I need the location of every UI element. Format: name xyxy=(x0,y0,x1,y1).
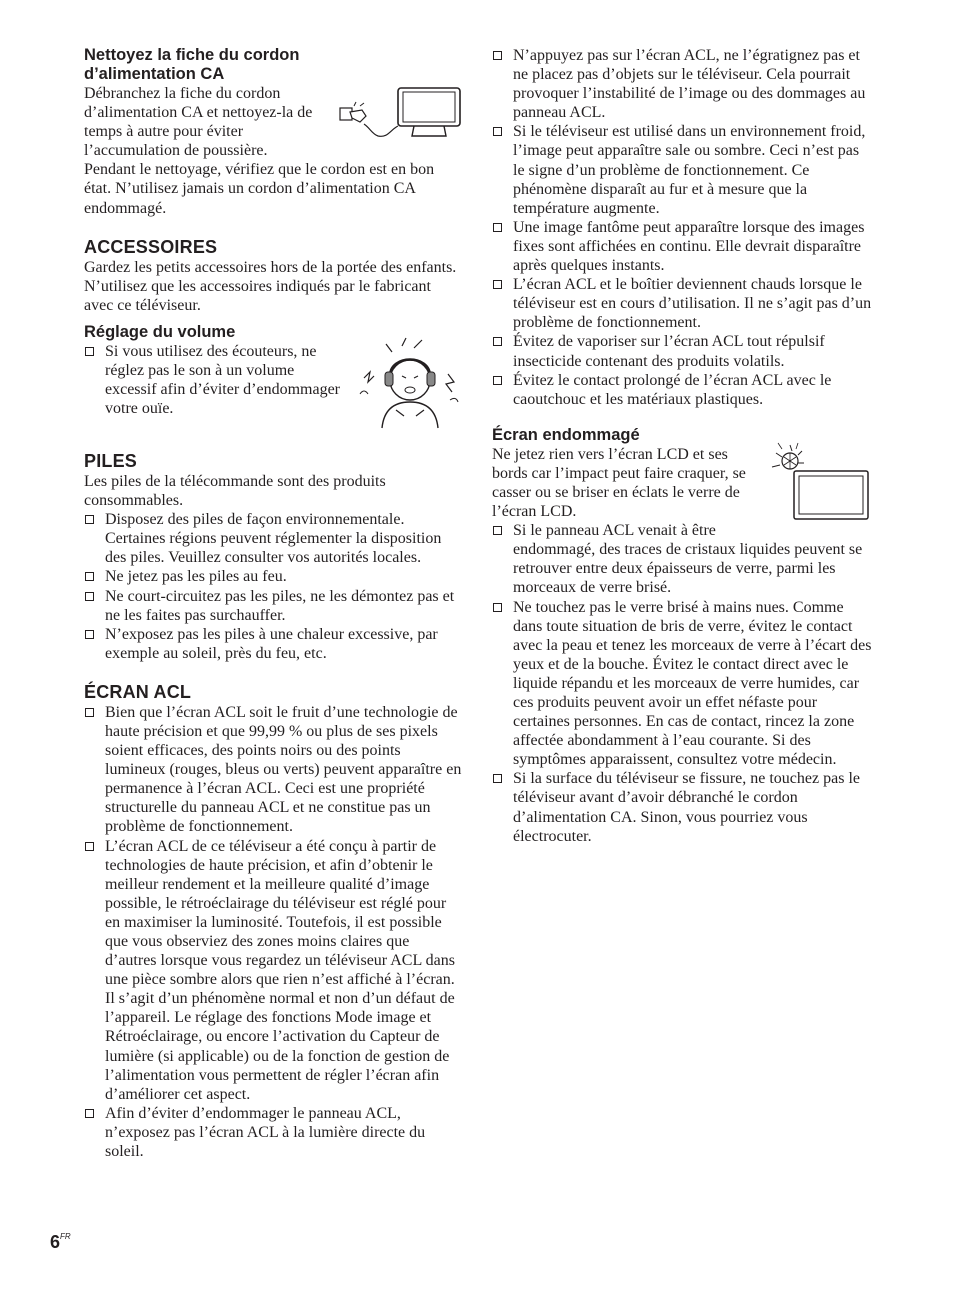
power-cord-heading: Nettoyez la fiche du cordon d’alimentation CA xyxy=(84,46,300,83)
list-item: Disposez des piles de façon environnementale. Certaines régions peuvent réglementer la disposition des piles. Veuillez consulter vos autorités locales. xyxy=(84,510,464,567)
checkbox-icon xyxy=(493,280,502,289)
power-cord-text: Débranchez la fiche du cordon d’alimentation CA et nettoyez-la de temps à autre pour éviter l’accumulation de poussière. xyxy=(84,85,313,160)
list-item: N’exposez pas les piles à une chaleur excessive, par exemple au soleil, près du feu, etc. xyxy=(84,625,464,663)
list-item: Évitez le contact prolongé de l’écran ACL avec le caoutchouc et les matériaux plastiques. xyxy=(492,371,872,409)
checkbox-icon xyxy=(493,337,502,346)
checkbox-icon xyxy=(493,603,502,612)
list-item: L’écran ACL de ce téléviseur a été conçu à partir de technologies de haute précision, et afin d’obtenir le meilleur rendement et la meilleure qualité d’image possible, le rétroéclairage du téléviseur est réglé pour en maximiser la luminosité. Toutefois, il est possible que vous observiez des zones moins claires que d’autres lorsque vous regardez un téléviseur ACL dans une pièce sombre alors que rien n’est affiché à l’écran. Il s’agit d’un phénomène normal et non d’un défaut de l’appareil. Le réglage des fonctions Mode image et Rétroéclairage, ou encore l’activation du Capteur de lumière (si applicable) ou de la fonction de gestion de l’alimentation vous permettent de régler l’écran afin d’améliorer cet aspect. xyxy=(84,837,464,1104)
checkbox-icon xyxy=(85,572,94,581)
ecran-acl-list-continued xyxy=(492,46,872,409)
checkbox-icon xyxy=(85,1109,94,1118)
list-item: N’appuyez pas sur l’écran ACL, ne l’égratignez pas et ne placez pas d’objets sur le téléviseur. Cela pourrait provoquer l’instabilité de l’image ou des dommages au panneau ACL. xyxy=(492,46,872,122)
tv-unplug-illustration xyxy=(334,86,464,144)
list-item: Afin d’éviter d’endommager le panneau ACL, n’exposez pas l’écran ACL à la lumière directe du soleil. xyxy=(84,1104,464,1161)
list-item: Si la surface du téléviseur se fissure, ne touchez pas le téléviseur avant d’avoir débranché le cordon d’alimentation CA. Sinon, vous pourriez vous électrocuter. xyxy=(492,769,872,845)
volume-heading: Réglage du volume xyxy=(84,322,236,341)
damaged-screen-text: Ne jetez rien vers l’écran LCD et ses bords car l’impact peut faire craquer, se casser ou se briser en éclats le verre de l’écran LCD. xyxy=(492,445,746,521)
checkbox-icon xyxy=(493,376,502,385)
damaged-screen-heading: Écran endommagé xyxy=(492,425,640,444)
list-item: Ne jetez pas les piles au feu. xyxy=(84,567,464,586)
left-column xyxy=(84,46,464,1161)
volume-list xyxy=(84,342,464,418)
power-cord-text-2: Pendant le nettoyage, vérifiez que le cordon est en bon état. N’utilisez jamais un cordon d’alimentation CA endommagé. xyxy=(84,161,435,217)
checkbox-icon xyxy=(493,526,502,535)
checkbox-icon xyxy=(85,708,94,717)
list-item: Bien que l’écran ACL soit le fruit d’une technologie de haute précision et que 99,99 % ou plus de ses pixels soient efficaces, des points noirs ou des points lumineux (rouges, bleus ou verts) peuvent apparaître en permanence à l’écran ACL. Ceci est une propriété structurelle du panneau ACL et ne constitue pas un problème de fonctionnement. xyxy=(84,703,464,837)
language-code: FR xyxy=(60,1232,71,1241)
checkbox-icon xyxy=(493,774,502,783)
accessoires-heading: ACCESSOIRES xyxy=(84,236,218,257)
accessoires-text: Gardez les petits accessoires hors de la portée des enfants. N’utilisez que les accessoires indiqués par le fabricant avec ce téléviseur. xyxy=(84,258,457,314)
checkbox-icon xyxy=(85,515,94,524)
list-item: Une image fantôme peut apparaître lorsque des images fixes sont affichées en continu. Elle devrait disparaître après quelques instants. xyxy=(492,218,872,275)
checkbox-icon xyxy=(493,127,502,136)
checkbox-icon xyxy=(85,592,94,601)
damaged-screen-list xyxy=(492,521,872,846)
checkbox-icon xyxy=(493,51,502,60)
piles-list xyxy=(84,510,464,663)
page-number: $6^{FR}$ xyxy=(50,1232,71,1252)
damaged-tv-illustration xyxy=(768,441,872,527)
list-item: Ne court-circuitez pas les piles, ne les démontez pas et ne les faites pas surchauffer. xyxy=(84,587,464,625)
list-item: Si vous utilisez des écouteurs, ne réglez pas le son à un volume excessif afin d’éviter d’endommager votre ouïe. xyxy=(84,342,464,418)
list-item: L’écran ACL et le boîtier deviennent chauds lorsque le téléviseur est en cours d’utilisation. Il ne s’agit pas d’un problème de fonctionnement. xyxy=(492,275,872,332)
right-column xyxy=(492,46,872,846)
list-item: Si le panneau ACL venait à être endommagé, des traces de cristaux liquides peuvent se retrouver entre deux épaisseurs de verre, parmi les morceaux de verre brisé. xyxy=(492,521,872,597)
piles-text: Les piles de la télécommande sont des produits consommables. xyxy=(84,472,386,510)
ecran-acl-list xyxy=(84,703,464,1161)
ecran-acl-heading: ÉCRAN ACL xyxy=(84,681,192,702)
list-item: Évitez de vaporiser sur l’écran ACL tout répulsif insecticide contenant des produits volatils. xyxy=(492,332,872,370)
checkbox-icon xyxy=(493,223,502,232)
checkbox-icon xyxy=(85,347,94,356)
list-item: Si le téléviseur est utilisé dans un environnement froid, l’image peut apparaître sale ou sombre. Ceci n’est pas le signe d’un problème de fonctionnement. Ce phénomène disparaît au fur et à mesure que la température augmente. xyxy=(492,122,872,217)
checkbox-icon xyxy=(85,630,94,639)
piles-heading: PILES xyxy=(84,450,138,471)
checkbox-icon xyxy=(85,842,94,851)
list-item: Ne touchez pas le verre brisé à mains nues. Comme dans toute situation de bris de verre, évitez le contact avec la peau et tenez les morceaux de verre à l’écart des yeux et de la bouche. Évitez le contact direct avec le liquide répandu et les morceaux de verre humides, car ces produits peuvent avoir un effet néfaste pour certaines personnes. En cas de contact, rincez la zone affectée abondamment à l’eau courante. Si des symptômes apparaissent, consultez votre médecin. xyxy=(492,598,872,770)
